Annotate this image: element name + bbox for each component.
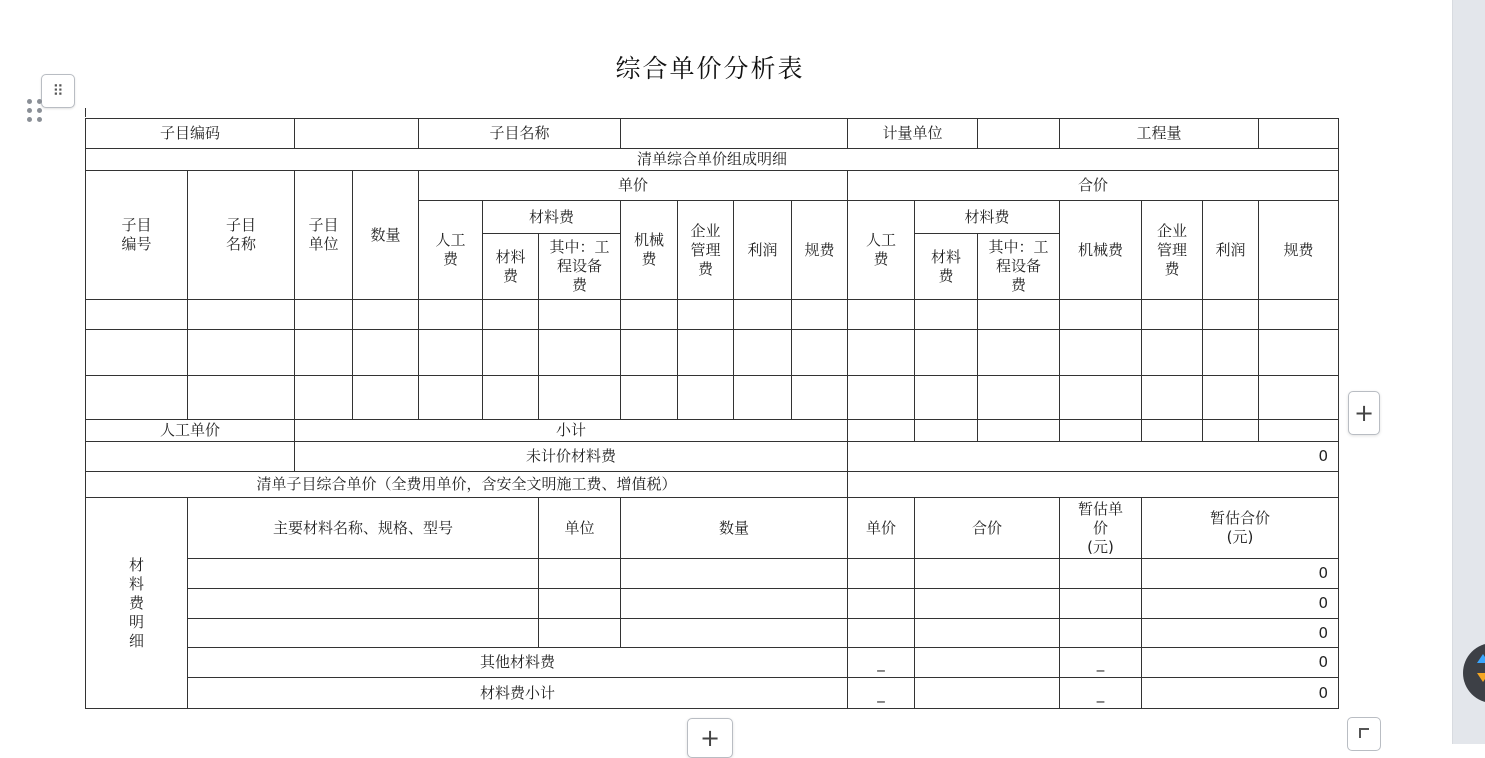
material-row-value[interactable]: 0 [1142,559,1339,589]
material-subtotal-est-unit[interactable]: _ [1060,678,1142,709]
table-cell[interactable] [848,300,915,330]
table-cell[interactable] [483,300,539,330]
table-cell[interactable] [1259,330,1339,376]
table-cell[interactable] [915,678,1060,709]
col-material-total[interactable]: 材料 费 [915,234,978,300]
material-detail-side-label[interactable]: 材 料 费 明 细 [86,498,188,709]
table-cell[interactable] [1060,300,1142,330]
col-labor-total[interactable]: 人工 费 [848,201,915,300]
table-cell[interactable] [621,376,678,420]
table-cell[interactable] [86,442,295,472]
table-cell[interactable] [353,300,419,330]
table-cell[interactable] [792,300,848,330]
col-item-unit[interactable]: 子目 单位 [295,171,353,300]
quantity-label-cell[interactable]: 工程量 [1060,119,1259,149]
material-total-header[interactable]: 合价 [915,498,1060,559]
material-unit-header[interactable]: 单位 [539,498,621,559]
table-cell[interactable] [978,376,1060,420]
table-cell[interactable] [188,300,295,330]
col-quantity[interactable]: 数量 [353,171,419,300]
unit-label-cell[interactable]: 计量单位 [848,119,978,149]
table-cell[interactable] [621,330,678,376]
material-est-unit-header[interactable]: 暂估单 价 (元) [1060,498,1142,559]
table-cell[interactable] [1203,300,1259,330]
table-resize-icon[interactable] [1347,717,1381,751]
table-cell[interactable] [483,330,539,376]
table-cell[interactable] [678,376,734,420]
text-cursor [85,108,86,117]
col-machinery-total[interactable]: 机械费 [1060,201,1142,300]
table-cell[interactable] [621,589,848,619]
table-cell[interactable] [188,619,539,648]
table-row [86,119,1339,149]
material-unit-price-header[interactable]: 单价 [848,498,915,559]
other-material-unit-price[interactable]: _ [848,648,915,678]
table-row [86,678,1339,709]
table-row [86,648,1339,678]
table-move-handle-icon[interactable]: ⠿ [41,74,75,108]
table-cell[interactable] [419,376,483,420]
table-cell[interactable] [86,300,188,330]
table-cell[interactable] [915,420,978,442]
table-cell[interactable] [188,330,295,376]
other-material-value[interactable]: 0 [1142,648,1339,678]
unpriced-material-value[interactable]: 0 [848,442,1339,472]
add-column-button[interactable]: + [1348,391,1380,435]
col-profit-total[interactable]: 利润 [1203,201,1259,300]
table-cell[interactable] [621,619,848,648]
table-row [86,149,1339,171]
table-cell[interactable] [915,330,978,376]
table-cell[interactable] [915,376,978,420]
table-cell[interactable] [1203,330,1259,376]
col-item-name[interactable]: 子目 名称 [188,171,295,300]
col-item-code[interactable]: 子目 编号 [86,171,188,300]
other-material-label[interactable]: 其他材料费 [188,648,848,678]
col-material[interactable]: 材料 费 [483,234,539,300]
unit-value-cell[interactable] [978,119,1060,149]
table-cell[interactable] [539,589,621,619]
material-subtotal-unit-price[interactable]: _ [848,678,915,709]
table-cell[interactable] [353,330,419,376]
material-est-total-header[interactable]: 暂估合价 (元) [1142,498,1339,559]
table-cell[interactable] [734,376,792,420]
table-cell[interactable] [295,376,353,420]
table-row [86,376,1339,420]
table-cell[interactable] [915,619,1060,648]
table-cell[interactable] [539,376,621,420]
table-cell[interactable] [188,376,295,420]
code-label-cell[interactable]: 子目编码 [86,119,295,149]
table-cell[interactable] [978,330,1060,376]
table-cell[interactable] [295,300,353,330]
table-cell[interactable] [1259,420,1339,442]
table-row [86,420,1339,442]
code-value-cell[interactable] [295,119,419,149]
table-cell[interactable] [978,300,1060,330]
col-group-unit-price[interactable]: 单价 [419,171,848,201]
table-row [86,498,1339,559]
table-cell[interactable] [678,300,734,330]
table-cell[interactable] [295,330,353,376]
name-value-cell[interactable] [621,119,848,149]
row-drag-handle-icon[interactable] [27,99,43,125]
table-cell[interactable] [915,559,1060,589]
table-cell[interactable] [353,376,419,420]
table-cell[interactable] [1142,376,1203,420]
col-material-group[interactable]: 材料费 [483,201,621,234]
table-cell[interactable] [86,330,188,376]
table-cell[interactable] [1060,330,1142,376]
table-cell[interactable] [1060,376,1142,420]
table-cell[interactable] [419,330,483,376]
col-equipment[interactable]: 其中：工 程设备 费 [539,234,621,300]
table-cell[interactable] [792,330,848,376]
composition-title-cell[interactable]: 清单综合单价组成明细 [86,149,1339,171]
unpriced-material-label[interactable]: 未计价材料费 [295,442,848,472]
table-cell[interactable] [1259,376,1339,420]
material-name-header[interactable]: 主要材料名称、规格、型号 [188,498,539,559]
col-equipment-total[interactable]: 其中：工 程设备 费 [978,234,1060,300]
table-row [86,619,1339,648]
material-row-value[interactable]: 0 [1142,619,1339,648]
col-profit[interactable]: 利润 [734,201,792,300]
composite-price-value[interactable] [848,472,1339,498]
composite-price-label[interactable]: 清单子目综合单价（全费用单价，含安全文明施工费、增值税） [86,472,848,498]
table-cell[interactable] [848,619,915,648]
table-cell[interactable] [792,376,848,420]
table-cell[interactable] [1142,300,1203,330]
table-cell[interactable] [848,420,915,442]
table-cell[interactable] [539,330,621,376]
table-cell[interactable] [1203,420,1259,442]
material-row-value[interactable]: 0 [1142,589,1339,619]
table-cell[interactable] [188,559,539,589]
table-row [86,472,1339,498]
table-cell[interactable] [915,300,978,330]
table-cell[interactable] [915,589,1060,619]
col-fees-total[interactable]: 规费 [1259,201,1339,300]
table-row [86,559,1339,589]
name-label-cell[interactable]: 子目名称 [419,119,621,149]
table-cell[interactable] [188,589,539,619]
table-cell[interactable] [848,559,915,589]
page-title: 综合单价分析表 [615,54,805,83]
table-cell[interactable] [86,376,188,420]
table-cell[interactable] [1259,300,1339,330]
col-machinery[interactable]: 机械 费 [621,201,678,300]
material-subtotal-value[interactable]: 0 [1142,678,1339,709]
table-cell[interactable] [539,300,621,330]
table-cell[interactable] [1142,420,1203,442]
table-cell[interactable] [734,330,792,376]
material-subtotal-label[interactable]: 材料费小计 [188,678,848,709]
subtotal-label[interactable]: 小计 [295,420,848,442]
unit-price-analysis-table [85,118,1339,709]
table-cell[interactable] [539,559,621,589]
table-cell[interactable] [848,589,915,619]
other-material-est-unit[interactable]: _ [1060,648,1142,678]
table-row [86,330,1339,376]
table-row [86,589,1339,619]
table-cell[interactable] [978,420,1060,442]
table-cell[interactable] [621,300,678,330]
add-row-button[interactable]: + [687,718,733,758]
col-labor[interactable]: 人工 费 [419,201,483,300]
table-cell[interactable] [1203,376,1259,420]
col-management[interactable]: 企业 管理 费 [678,201,734,300]
table-cell[interactable] [1060,559,1142,589]
table-cell[interactable] [915,648,1060,678]
table-cell[interactable] [734,300,792,330]
table-row [86,442,1339,472]
table-row [86,300,1339,330]
col-group-total-price[interactable]: 合价 [848,171,1339,201]
table-cell[interactable] [1060,589,1142,619]
col-fees[interactable]: 规费 [792,201,848,300]
table-cell[interactable] [621,559,848,589]
col-material-group-total[interactable]: 材料费 [915,201,1060,234]
table-row [86,171,1339,201]
table-cell[interactable] [848,376,915,420]
table-cell[interactable] [1060,420,1142,442]
material-quantity-header[interactable]: 数量 [621,498,848,559]
labor-unit-price-label[interactable]: 人工单价 [86,420,295,442]
right-scroll-gutter[interactable] [1452,0,1485,744]
table-cell[interactable] [678,330,734,376]
quantity-value-cell[interactable] [1259,119,1339,149]
table-cell[interactable] [1142,330,1203,376]
table-cell[interactable] [539,619,621,648]
table-cell[interactable] [848,330,915,376]
table-cell[interactable] [419,300,483,330]
table-cell[interactable] [483,376,539,420]
col-management-total[interactable]: 企业 管理 费 [1142,201,1203,300]
table-cell[interactable] [1060,619,1142,648]
